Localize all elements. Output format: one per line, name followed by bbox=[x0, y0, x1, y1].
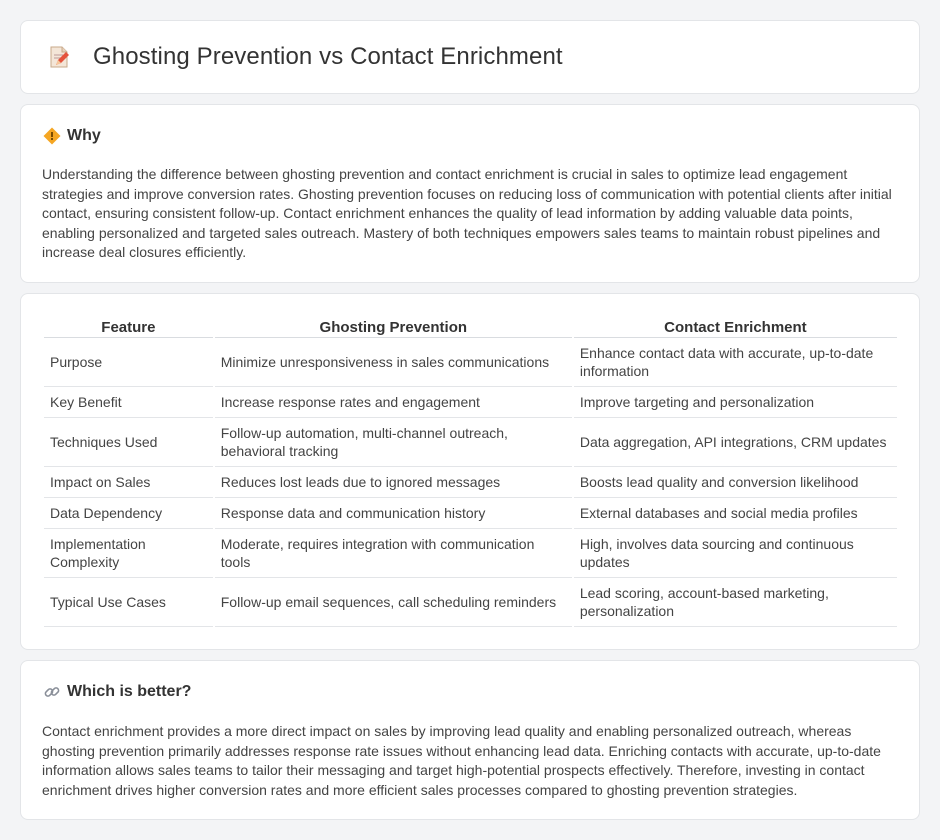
table-row bbox=[44, 578, 897, 627]
table-cell: Key Benefit bbox=[44, 387, 213, 418]
table-cell: Purpose bbox=[44, 338, 213, 387]
table-row bbox=[44, 467, 897, 498]
which-is-better-section bbox=[20, 660, 920, 820]
table-cell: Reduces lost leads due to ignored messages bbox=[215, 467, 572, 498]
table-header-row bbox=[44, 316, 897, 338]
column-header: Ghosting Prevention bbox=[215, 316, 572, 338]
table-cell: Improve targeting and personalization bbox=[574, 387, 897, 418]
why-section bbox=[20, 104, 920, 283]
page-title: Ghosting Prevention vs Contact Enrichment bbox=[93, 43, 563, 70]
table-cell: Impact on Sales bbox=[44, 467, 213, 498]
table-cell: Typical Use Cases bbox=[44, 578, 213, 627]
comparison-table-card bbox=[20, 293, 920, 650]
document-pencil-icon bbox=[47, 45, 71, 69]
table-row bbox=[44, 387, 897, 418]
table-cell: Boosts lead quality and conversion likelihood bbox=[574, 467, 897, 498]
table-cell: High, involves data sourcing and continuous updates bbox=[574, 529, 897, 578]
table-row bbox=[44, 418, 897, 467]
column-header: Contact Enrichment bbox=[574, 316, 897, 338]
table-cell: Techniques Used bbox=[44, 418, 213, 467]
header-card bbox=[20, 20, 920, 94]
table-cell: Implementation Complexity bbox=[44, 529, 213, 578]
table-cell: Enhance contact data with accurate, up-to-date information bbox=[574, 338, 897, 387]
table-cell: Increase response rates and engagement bbox=[215, 387, 572, 418]
which-is-better-body: Contact enrichment provides a more direct impact on sales by improving lead quality and enabling personalized outreach, whereas ghosting prevention primarily addresses response rate issues without enhancing lead data. Enriching contacts with accurate, up-to-date information allows sales teams to tailor their messaging and target high-potential prospects effectively. Therefore, investing in contact enrichment drives higher conversion rates and more efficient sales processes compared to ghosting prevention strategies. bbox=[42, 723, 881, 798]
why-body: Understanding the difference between ghosting prevention and contact enrichment is crucial in sales to optimize lead engagement strategies and improve conversion rates. Ghosting prevention focuses on reducing loss of communication with potential clients after initial contact, ensuring consistent follow-up. Contact enrichment enhances the quality of lead information by adding valuable data points, enabling personalized and targeted sales outreach. Mastery of both techniques empowers sales teams to maintain robust pipelines and increase deal closures efficiently. bbox=[42, 166, 892, 260]
table-cell: Lead scoring, account-based marketing, personalization bbox=[574, 578, 897, 627]
link-icon bbox=[43, 683, 61, 701]
comparison-table bbox=[42, 316, 899, 627]
diamond-sign-icon bbox=[43, 127, 61, 145]
table-cell: Response data and communication history bbox=[215, 498, 572, 529]
table-cell: External databases and social media profiles bbox=[574, 498, 897, 529]
table-row bbox=[44, 529, 897, 578]
which-is-better-heading: Which is better? bbox=[67, 683, 192, 700]
table-cell: Data Dependency bbox=[44, 498, 213, 529]
column-header: Feature bbox=[44, 316, 213, 338]
table-cell: Moderate, requires integration with communication tools bbox=[215, 529, 572, 578]
why-heading: Why bbox=[67, 127, 101, 144]
table-cell: Follow-up automation, multi-channel outreach, behavioral tracking bbox=[215, 418, 572, 467]
table-cell: Follow-up email sequences, call scheduling reminders bbox=[215, 578, 572, 627]
table-cell: Minimize unresponsiveness in sales communications bbox=[215, 338, 572, 387]
table-row bbox=[44, 338, 897, 387]
table-cell: Data aggregation, API integrations, CRM updates bbox=[574, 418, 897, 467]
table-row bbox=[44, 498, 897, 529]
